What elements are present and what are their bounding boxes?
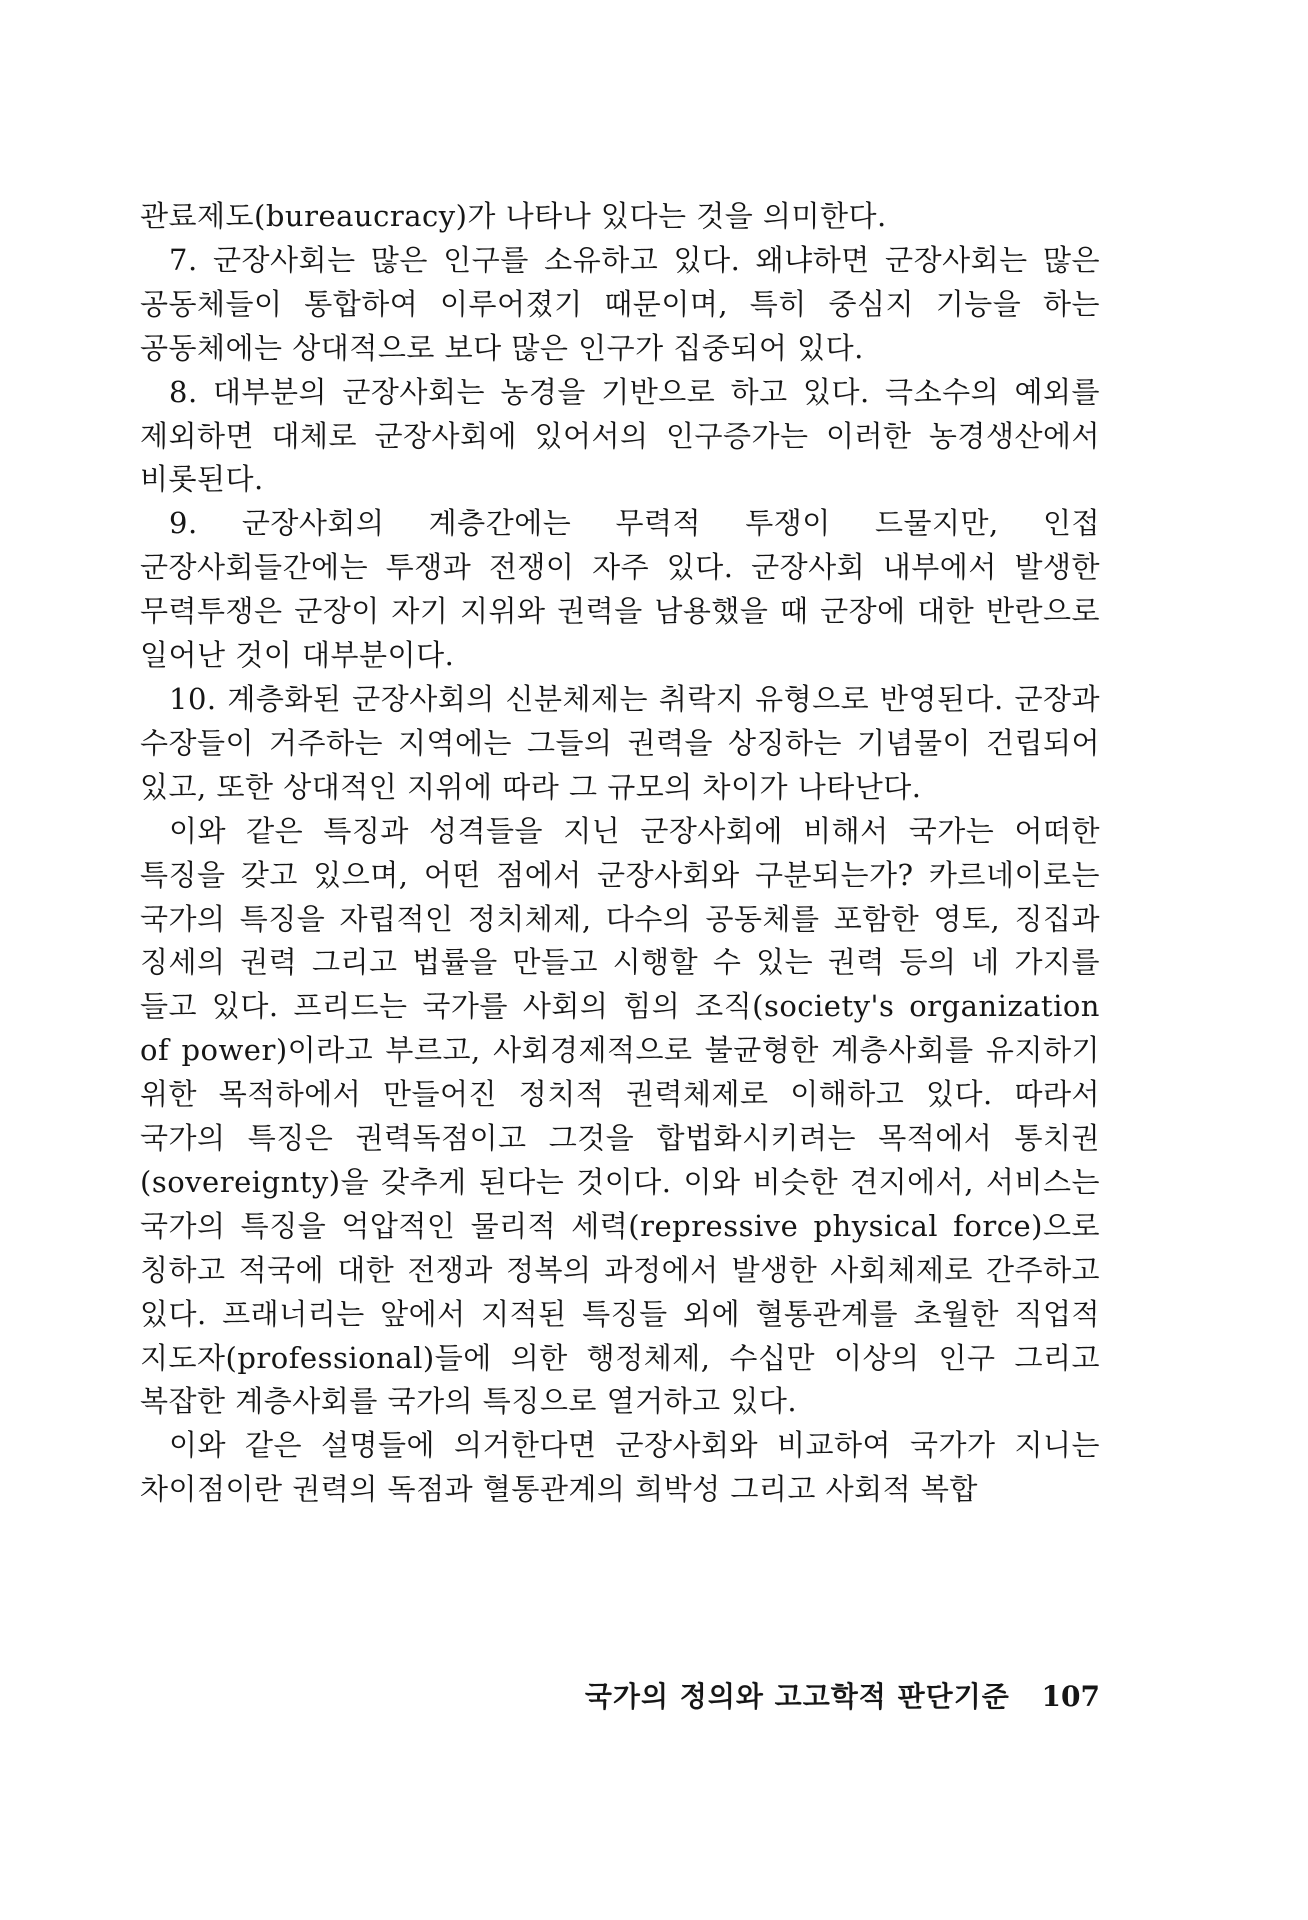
paragraph-state-characteristics: 이와 같은 특징과 성격들을 지닌 군장사회에 비해서 국가는 어떠한 특징을 갖고 있으며, 어떤 점에서 군장사회와 구분되는가? 카르네이로는 국가의 특징을 자립적인 정치체제, 다수의 공동체를 포함한 영토, 징집과 징세의 권력 그리고 법률을 만들고 시행할 수 있는 권력 등의 네 가지를 들고 있다. 프리드는 국가를 사회의 힘의 조직(society's organization of power)이라고 부르고, 사회경제적으로 불균형한 계층사회를 유지하기 위한 목적하에서 만들어진 정치적 권력체제로 이해하고 있다. 따라서 국가의 특징은 권력독점이고 그것을 합법화시키려는 목적에서 통치권(sovereignty)을 갖추게 된다는 것이다. 이와 비슷한 견지에서, 서비스는 국가의 특징을 억압적인 물리적 세력(repressive physical force)으로 칭하고 적국에 대한 전쟁과 정복의 과정에서 발생한 사회체제로 간주하고 있다. 프래너리는 앞에서 지적된 특징들 외에 혈통관계를 초월한 직업적 지도자(professional)들에 의한 행정체제, 수십만 이상의 인구 그리고 복잡한 계층사회를 국가의 특징으로 열거하고 있다. [140, 813, 1100, 1419]
page-footer [140, 1677, 1100, 1717]
paragraph-continuation: 관료제도(bureaucracy)가 나타나 있다는 것을 의미한다. [140, 199, 887, 233]
page-number: 107 [1041, 1680, 1100, 1713]
paragraph-item-8: 8. 대부분의 군장사회는 농경을 기반으로 하고 있다. 극소수의 예외를 제외하면 대체로 군장사회에 있어서의 인구증가는 이러한 농경생산에서 비롯된다. [140, 374, 1100, 497]
running-title: 국가의 정의와 고고학적 판단기준 [584, 1680, 1010, 1713]
paragraph-item-7: 7. 군장사회는 많은 인구를 소유하고 있다. 왜냐하면 군장사회는 많은 공동체들이 통합하여 이루어졌기 때문이며, 특히 중심지 기능을 하는 공동체에는 상대적으로 보다 많은 인구가 집중되어 있다. [140, 242, 1100, 365]
paragraph-item-9: 9. 군장사회의 계층간에는 무력적 투쟁이 드물지만, 인접 군장사회들간에는 투쟁과 전쟁이 자주 있다. 군장사회 내부에서 발생한 무력투쟁은 군장이 자기 지위와 권력을 남용했을 때 군장에 대한 반란으로 일어난 것이 대부분이다. [140, 506, 1100, 673]
body-text [140, 195, 1100, 1512]
paragraph-comparison: 이와 같은 설명들에 의거한다면 군장사회와 비교하여 국가가 지니는 차이점이란 권력의 독점과 혈통관계의 희박성 그리고 사회적 복합 [140, 1428, 1100, 1507]
paragraph-item-10: 10. 계층화된 군장사회의 신분체제는 취락지 유형으로 반영된다. 군장과 수장들이 거주하는 지역에는 그들의 권력을 상징하는 기념물이 건립되어 있고, 또한 상대적인 지위에 따라 그 규모의 차이가 나타난다. [140, 681, 1100, 804]
